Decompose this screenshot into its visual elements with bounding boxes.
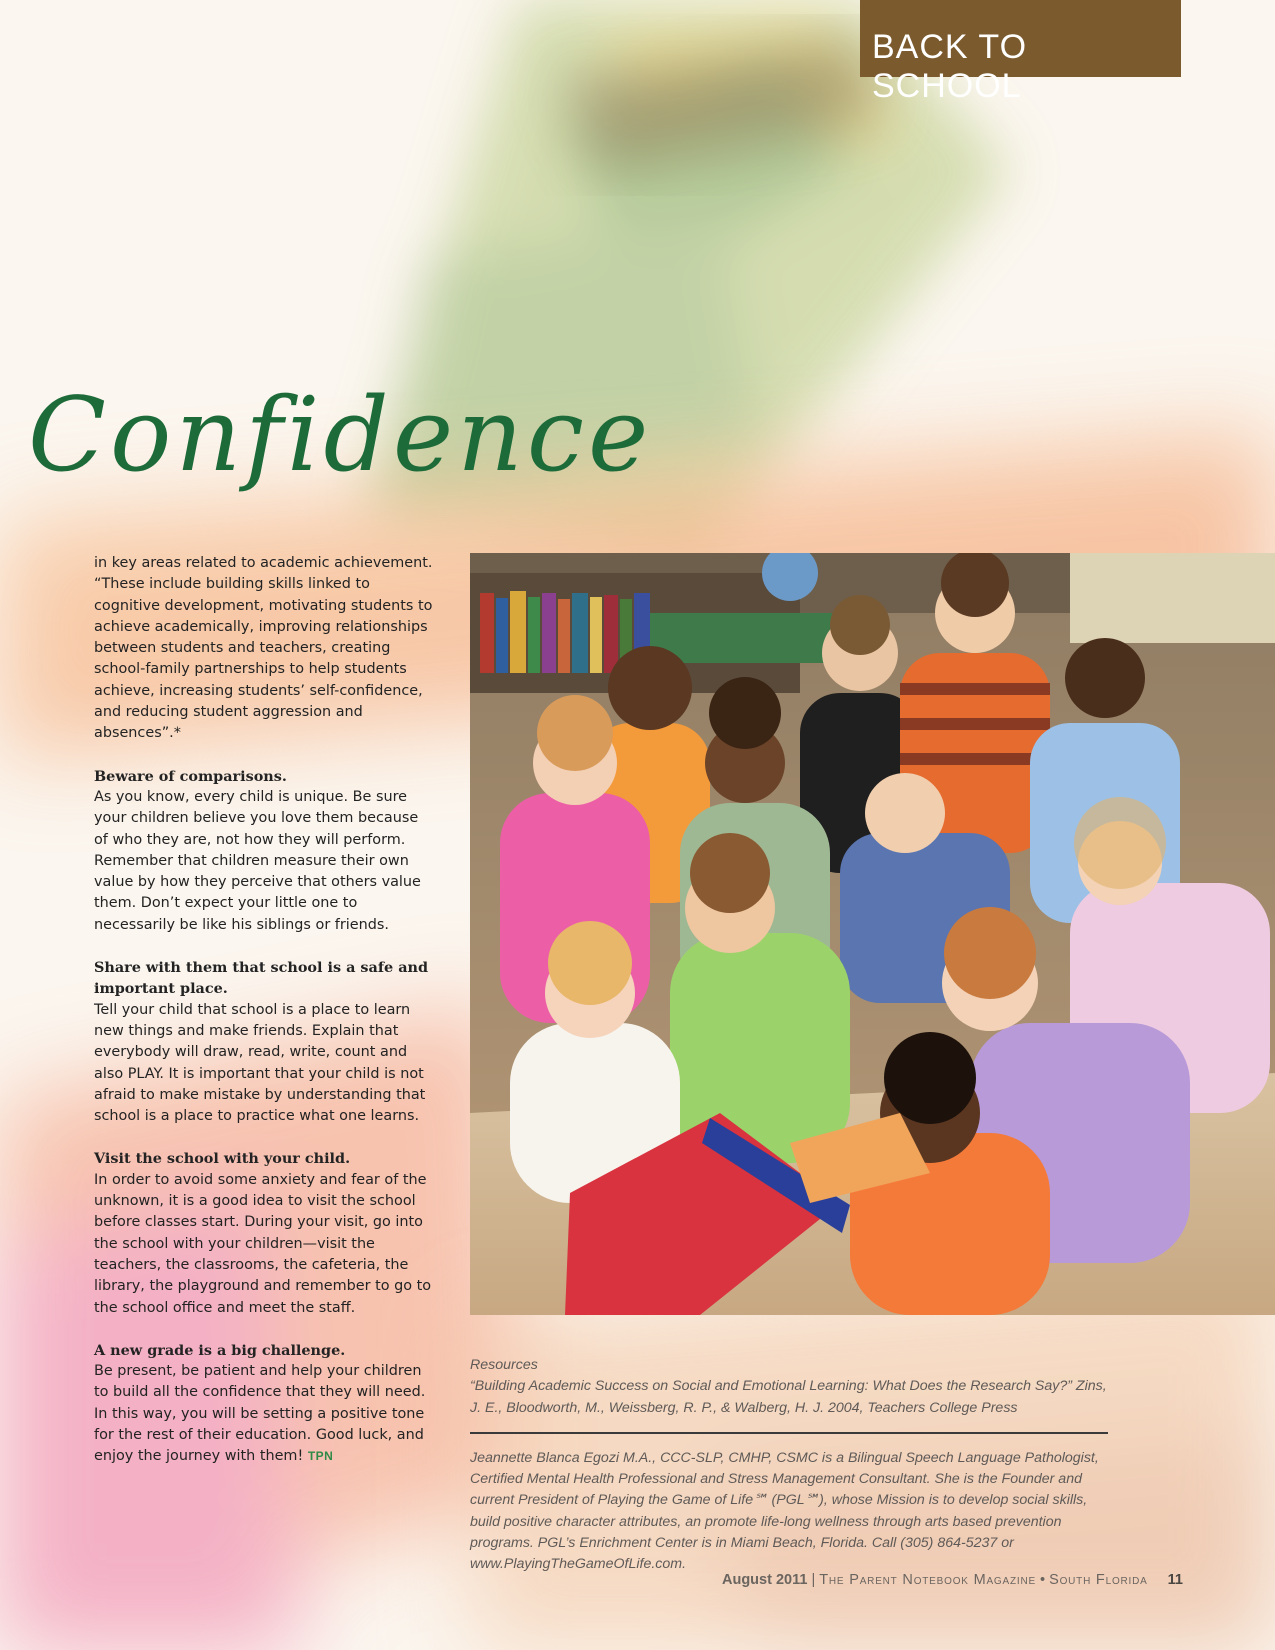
section-heading: Beware of comparisons. (94, 767, 287, 785)
section-paragraph (94, 1340, 434, 1468)
author-bio: Jeannette Blanca Egozi M.A., CCC-SLP, CMHP, CSMC is a Bilingual Speech Language Pathologist, Certified Mental Health Professional and Stress Management Consultant. She is the Founder and current President of Playing the Game of Life℠ (PGL℠), whose Mission is to develop social skills, build positive character attributes, an promote life-long wellness through arts based prevention programs. PGL’s Enrichment Center is in Miami Beach, Florida. Call (305) 864-5237 or www.PlayingTheGameOfLife.com. (470, 1449, 1099, 1573)
page-number: 11 (1167, 1572, 1183, 1588)
section-heading: A new grade is a big challenge. (94, 1341, 346, 1359)
footer-date: August 2011 (721, 1572, 808, 1588)
children-group-photo (470, 553, 1275, 1315)
section-text: Tell your child that school is a place to learn new things and make friends. Explain that everybody will draw, read, write, count and also PLAY. It is important that your child is not afraid to make mistake by understanding that school is a place to practice what one learns. (94, 1001, 426, 1125)
headline: Confidence (28, 376, 653, 495)
section-tag: BACK TO SCHOOL (860, 0, 1181, 77)
footer-region: South Florida (1049, 1572, 1148, 1588)
section-text: Be present, be patient and help your children to build all the confidence that they will need. In this way, you will be setting a positive tone for the rest of their education. Good luck, and enjoy the journey with them! (94, 1363, 426, 1465)
section-heading: Share with them that school is a safe and important place. (94, 959, 429, 998)
credits (470, 1355, 1108, 1576)
page-footer (631, 1572, 1183, 1588)
intro-paragraph: in key areas related to academic achievement. “These include building skills linked to cognitive development, motivating students to achieve academically, improving relationships between students and teachers, creating school-family partnerships to help students achieve, increasing students’ self-confidence, and reducing student aggression and absences”.* (94, 555, 433, 742)
section-text: As you know, every child is unique. Be sure your children believe you love them because of who they are, not how they will perform. Remember that children measure their own value by how they perceive that others value them. Don’t expect your little one to necessarily be like his siblings or friends. (94, 788, 421, 933)
resources-label: Resources (470, 1357, 538, 1373)
footer-magazine: The Parent Notebook Magazine (819, 1572, 1036, 1588)
classroom-photo (470, 553, 1275, 1315)
footer-bullet: • (1039, 1572, 1046, 1588)
section-paragraph (94, 1148, 434, 1318)
section-text: In order to avoid some anxiety and fear of the unknown, it is a good idea to visit the school before classes start. During your visit, go into the school with your children—visit the teachers, the classrooms, the cafeteria, the library, the playground and remember to go to the school office and meet the staff. (94, 1171, 432, 1316)
article-body (94, 553, 434, 1489)
section-paragraph (94, 957, 434, 1127)
credits-divider (470, 1432, 1108, 1434)
section-heading: Visit the school with your child. (94, 1150, 351, 1168)
section-paragraph (94, 766, 434, 936)
tpn-end-mark: TPN (307, 1449, 334, 1464)
resources-citation: “Building Academic Success on Social and Emotional Learning: What Does the Research Say?” Zins, J. E., Bloodworth, M., Weissberg, R. P., & Walberg, H. J. 2004, Teachers College Press (470, 1378, 1107, 1416)
footer-separator: | (811, 1572, 816, 1588)
